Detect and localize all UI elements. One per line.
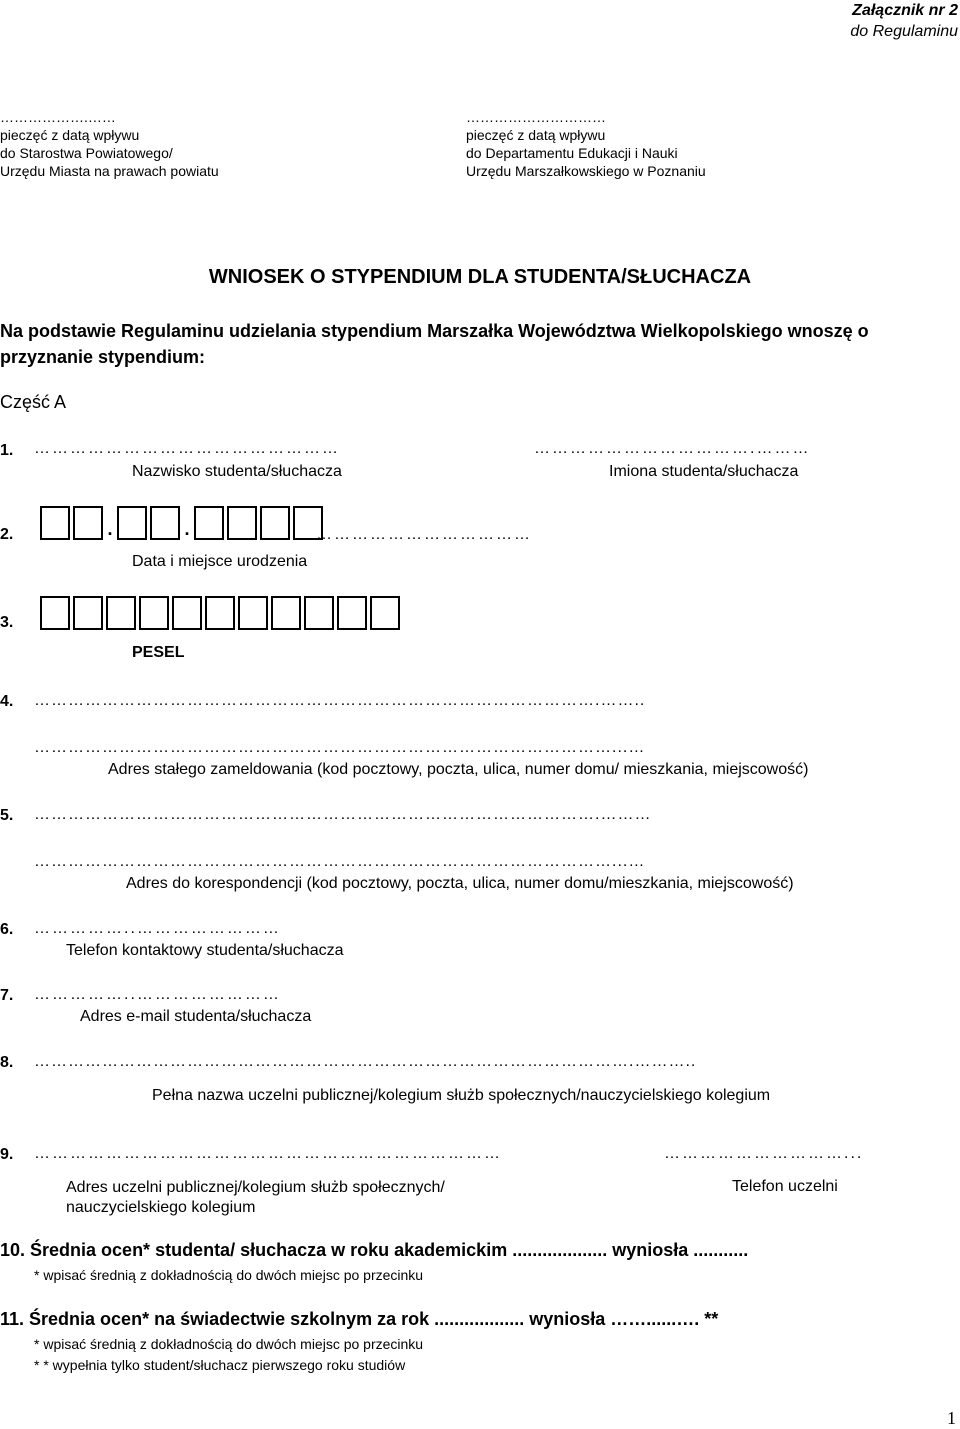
university-address-label-line2: nauczycielskiego kolegium [66, 1199, 256, 1216]
birth-year-box[interactable] [227, 506, 257, 540]
field-2-number: 2. [0, 526, 14, 543]
form-intro: Na podstawie Regulaminu udzielania stypendium Marszałka Województwa Wielkopolskiego wnoszę o przyznanie stypendium: [0, 321, 869, 367]
stamp-left-line1: pieczęć z datą wpływu [0, 127, 140, 143]
field-6-number: 6. [0, 921, 14, 938]
part-heading: Część A [0, 392, 67, 412]
birth-day-box[interactable] [40, 506, 70, 540]
field-5-number: 5. [0, 807, 14, 824]
average-grade-note: * wpisać średnią z dokładnością do dwóch miejsc po przecinku [34, 1267, 424, 1283]
pesel-digit-box[interactable] [370, 596, 400, 630]
pesel-digit-box[interactable] [106, 596, 136, 630]
university-address-label-line1: Adres uczelni publicznej/kolegium służb społecznych/ [66, 1179, 445, 1196]
stamp-left-dots: ……………….…… [0, 109, 116, 125]
pesel-digit-box[interactable] [271, 596, 301, 630]
pesel-digit-box[interactable] [205, 596, 235, 630]
birth-place-input-dots[interactable]: ……………………………… [316, 526, 532, 543]
birth-year-box[interactable] [260, 506, 290, 540]
pesel-label: PESEL [132, 644, 185, 661]
birth-year-box[interactable] [194, 506, 224, 540]
field-3-number: 3. [0, 614, 14, 631]
university-phone-label: Telefon uczelni [732, 1178, 838, 1195]
first-year-note: * * wypełnia tylko student/słuchacz pierwszego roku studiów [34, 1357, 406, 1373]
birth-month-box[interactable] [150, 506, 180, 540]
school-grade-note: * wpisać średnią z dokładnością do dwóch miejsc po przecinku [34, 1336, 424, 1352]
pesel-digit-box[interactable] [40, 596, 70, 630]
pesel-digit-box[interactable] [238, 596, 268, 630]
pesel-digit-box[interactable] [304, 596, 334, 630]
average-grade-academic-year[interactable]: 10. Średnia ocen* studenta/ słuchacza w roku akademickim ................... wyniosła ........... [0, 1240, 749, 1260]
birth-day-box[interactable] [73, 506, 103, 540]
email-input-dots[interactable]: ……………..…………………… [34, 986, 281, 1003]
email-label: Adres e-mail studenta/słuchacza [80, 1008, 312, 1025]
first-names-input-dots[interactable]: ……………………………….……… [534, 440, 811, 457]
field-4-number: 4. [0, 693, 14, 710]
first-names-label: Imiona studenta/słuchacza [609, 463, 799, 480]
university-name-label: Pełna nazwa uczelni publicznej/kolegium służb społecznych/nauczycielskiego kolegium [152, 1087, 771, 1104]
field-1-number: 1. [0, 442, 14, 459]
annex-number: Załącznik nr 2 [852, 2, 958, 19]
correspondence-address-input-dots-2[interactable]: …………………………………………………………………………………………...… [34, 853, 646, 870]
annex-regulation: do Regulaminu [850, 23, 958, 40]
permanent-address-input-dots[interactable]: ……………………………………………………………………………………….…….. [34, 692, 646, 709]
pesel-boxes[interactable] [40, 596, 403, 630]
form-title: WNIOSEK O STYPENDIUM DLA STUDENTA/SŁUCHACZA [208, 266, 752, 288]
stamp-right-line1: pieczęć z datą wpływu [466, 127, 606, 143]
birth-date-label: Data i miejsce urodzenia [132, 553, 308, 570]
pesel-digit-box[interactable] [172, 596, 202, 630]
phone-label: Telefon kontaktowy studenta/słuchacza [66, 942, 344, 959]
stamp-left [0, 108, 219, 180]
university-address-input-dots[interactable]: …………………………………………………………………… [34, 1145, 502, 1162]
stamp-left-line3: Urzędu Miasta na prawach powiatu [0, 163, 219, 179]
stamp-right-dots: ………………………… [466, 109, 606, 125]
phone-input-dots[interactable]: ……………..…………………… [34, 920, 281, 937]
correspondence-address-label: Adres do korespondencji (kod pocztowy, poczta, ulica, numer domu/mieszkania, miejscowość) [126, 875, 794, 892]
pesel-digit-box[interactable] [73, 596, 103, 630]
pesel-digit-box[interactable] [337, 596, 367, 630]
university-address-label [66, 1178, 445, 1218]
stamp-right-line2: do Departamentu Edukacji i Nauki [466, 145, 678, 161]
university-name-input-dots[interactable]: …………………………………………………………………………………………….……….. [34, 1053, 697, 1070]
stamp-right-line3: Urzędu Marszałkowskiego w Poznaniu [466, 163, 706, 179]
field-9-number: 9. [0, 1146, 14, 1163]
stamp-right [466, 108, 706, 180]
annex-header [850, 0, 958, 42]
permanent-address-input-dots-2[interactable]: …………………………………………………………………………………………...… [34, 739, 646, 756]
birth-date-boxes[interactable] [40, 506, 326, 540]
birth-month-box[interactable] [117, 506, 147, 540]
average-grade-school-certificate[interactable]: 11. Średnia ocen* na świadectwie szkolnym za rok .................. wyniosła ……......…. ** [0, 1309, 719, 1329]
stamp-left-line2: do Starostwa Powiatowego/ [0, 145, 173, 161]
date-separator: . [107, 519, 113, 539]
university-phone-input-dots[interactable]: …………………………... [664, 1145, 864, 1162]
field-7-number: 7. [0, 987, 14, 1004]
surname-input-dots[interactable]: …………………………………………… [34, 440, 340, 457]
date-separator: . [184, 519, 190, 539]
pesel-digit-box[interactable] [139, 596, 169, 630]
correspondence-address-input-dots[interactable]: ……………………………………………………………………………………….……… [34, 806, 652, 823]
field-8-number: 8. [0, 1054, 14, 1071]
surname-label: Nazwisko studenta/słuchacza [132, 463, 342, 480]
page-number: 1 [947, 1408, 956, 1428]
permanent-address-label: Adres stałego zameldowania (kod pocztowy, poczta, ulica, numer domu/ mieszkania, miejscowość) [108, 761, 809, 778]
